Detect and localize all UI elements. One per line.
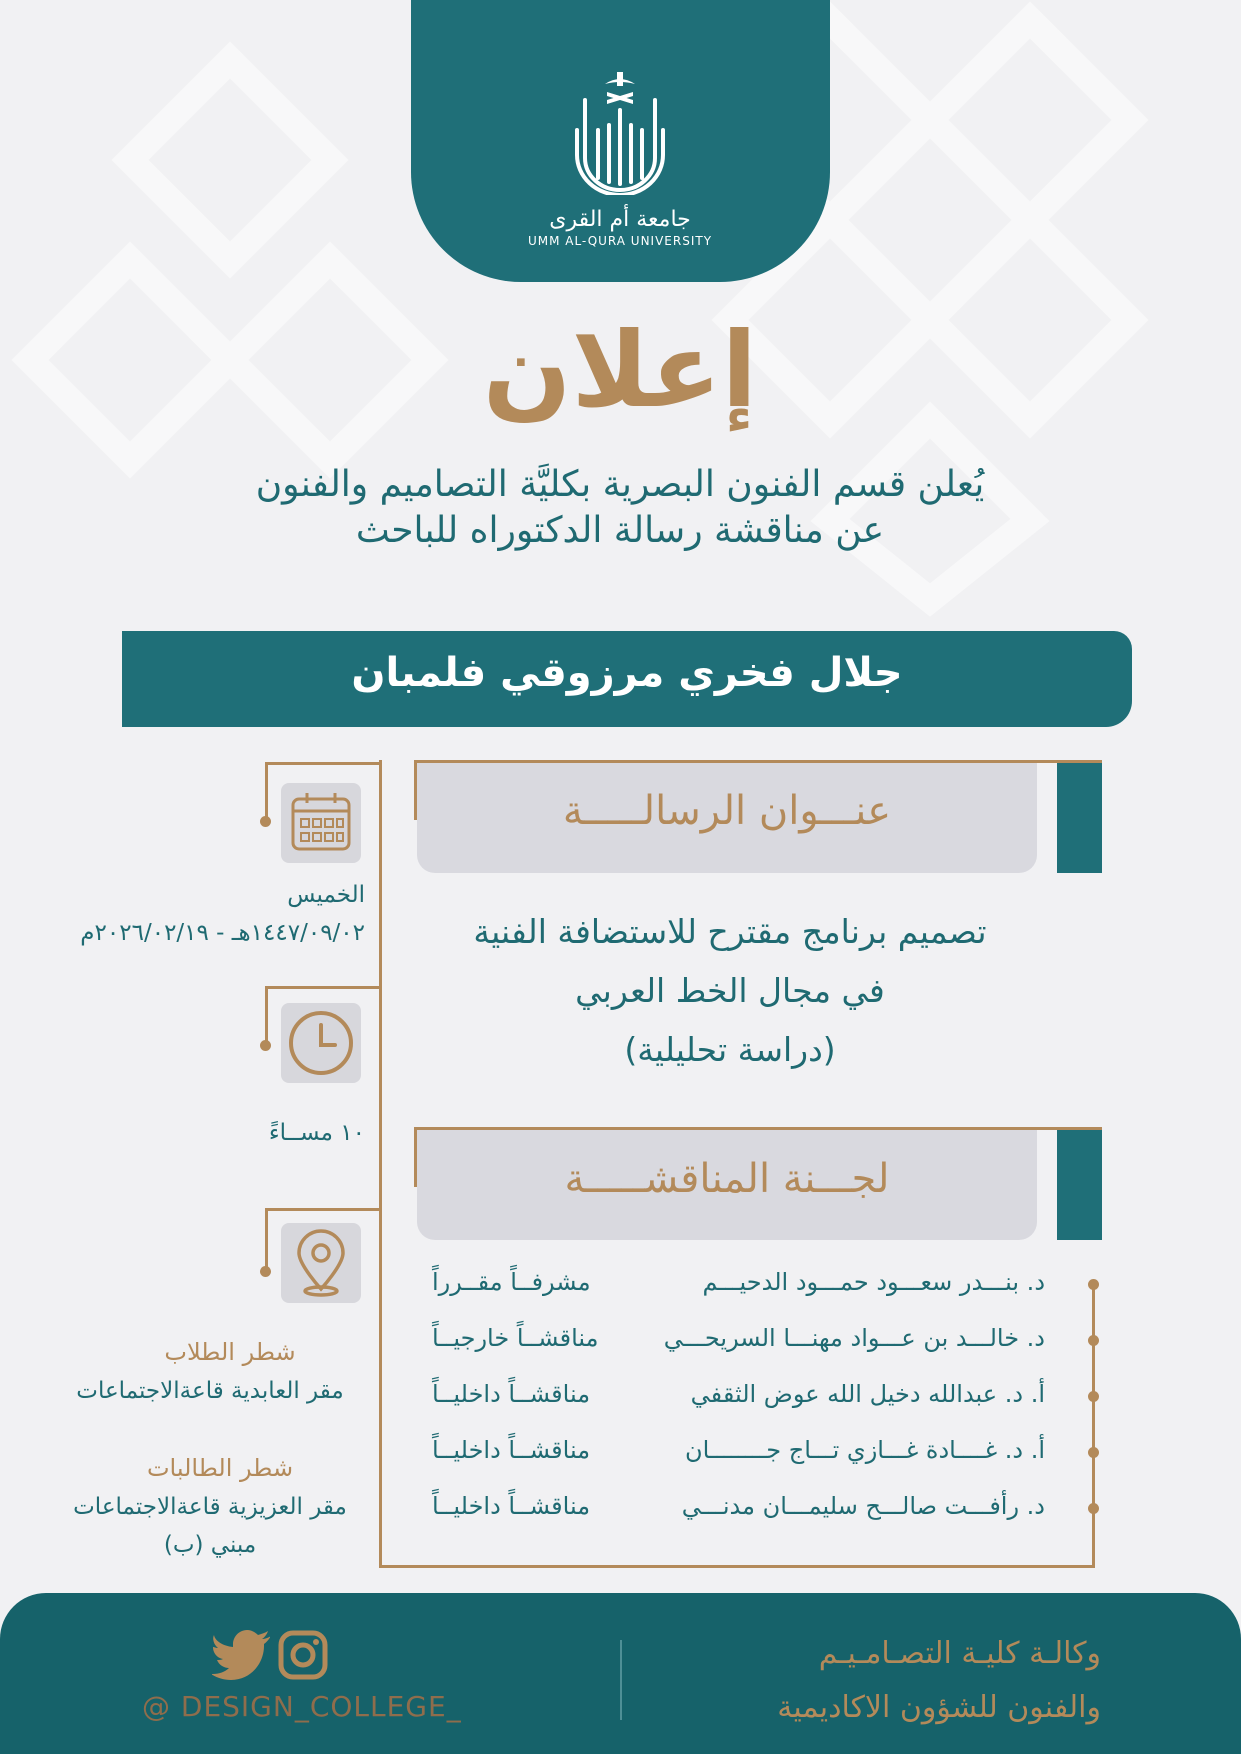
committee-member [390, 1436, 1090, 1476]
member-name: د. رأفـــت صالـــح سليمـــان مدنـــي [681, 1492, 1045, 1520]
location-icon-box [281, 1223, 361, 1303]
member-name: أ. د. عبدالله دخيل الله عوض الثقفي [690, 1380, 1045, 1408]
announcement-title: إعلان [482, 309, 758, 431]
clock-icon-box [281, 1003, 361, 1083]
committee-member [390, 1492, 1090, 1532]
female-campus-building: مبني (ب) [163, 1532, 257, 1558]
connector-line [265, 1208, 381, 1211]
committee-section-title: لجـــنة المناقشـــــة [564, 1156, 890, 1202]
footer-divider [620, 1640, 622, 1720]
connector-dot [260, 1040, 271, 1051]
thesis-title-line-2: في مجال الخط العربي [575, 971, 885, 1010]
member-name: أ. د. غــــادة غـــازي تـــاج جــــــــان [685, 1436, 1045, 1464]
committee-member [390, 1324, 1090, 1364]
connector-line [265, 1208, 268, 1268]
event-date: ١٤٤٧/٠٩/٠٢هـ - ٢٠٢٦/٠٢/١٩م [80, 920, 365, 946]
social-handle[interactable]: @ DESIGN_COLLEGE_ [142, 1690, 462, 1723]
thesis-title-line-1: تصميم برنامج مقترح للاستضافة الفنية [473, 912, 987, 951]
bullet-dot [1088, 1335, 1099, 1346]
connector-dot [260, 816, 271, 827]
university-name-en: UMM AL-QURA UNIVERSITY [527, 234, 713, 248]
member-role: مناقشــاً داخليــاً [432, 1380, 591, 1408]
male-campus-place: مقر العابدية قاعةالاجتماعات [76, 1378, 344, 1404]
bullet-dot [1088, 1279, 1099, 1290]
researcher-name: جلال فخري مرزوقي فلمبان [351, 650, 903, 696]
connector-line [265, 986, 381, 989]
connector-line [265, 762, 268, 822]
instagram-icon[interactable] [278, 1630, 328, 1680]
committee-member [390, 1268, 1090, 1308]
bullet-dot [1088, 1447, 1099, 1458]
calendar-icon-box [281, 783, 361, 863]
connector-dot [260, 1266, 271, 1277]
member-role: مناقشــاً داخليــاً [432, 1492, 591, 1520]
frame-left-line [379, 760, 382, 1568]
member-name: د. خالـــد بن عـــواد مهنـــا السريحـــي [663, 1324, 1045, 1352]
event-day: الخميس [287, 882, 365, 908]
connector-line [265, 986, 268, 1046]
female-campus-label: شطر الطالبات [146, 1454, 294, 1482]
member-role: مشرفــاً مقــرراً [432, 1268, 591, 1296]
location-pin-icon [281, 1223, 361, 1303]
thesis-section-title: عنـــوان الرسالـــــة [562, 788, 892, 834]
agency-line-2: والفنون للشؤون الاكاديمية [777, 1690, 1101, 1725]
member-name: د. بنـــدر سعـــود حمـــود الدحيـــم [702, 1268, 1045, 1296]
connector-line [265, 762, 381, 765]
university-name-ar: جامعة أم القرى [549, 207, 691, 232]
university-logo [565, 70, 675, 195]
intro-line-1: يُعلن قسم الفنون البصرية بكليَّة التصاميم والفنون [255, 464, 985, 505]
thesis-header-accent [1057, 763, 1102, 873]
committee-header-accent [1057, 1130, 1102, 1240]
bullet-dot [1088, 1503, 1099, 1514]
committee-bullet-line [1092, 1283, 1095, 1567]
member-role: مناقشــاً خارجيــاً [432, 1324, 599, 1352]
clock-icon [281, 1003, 361, 1083]
female-campus-place: مقر العزيزية قاعةالاجتماعات [73, 1494, 347, 1520]
frame-bottom-line [379, 1565, 1095, 1568]
agency-line-1: وكالـة كليـة التصـامـيـم [818, 1636, 1101, 1671]
event-time: ١٠ مســاءً [268, 1120, 365, 1146]
intro-line-2: عن مناقشة رسالة الدكتوراه للباحث [355, 510, 885, 551]
male-campus-label: شطر الطلاب [164, 1338, 296, 1366]
bullet-dot [1088, 1391, 1099, 1402]
committee-member [390, 1380, 1090, 1420]
member-role: مناقشــاً داخليــاً [432, 1436, 591, 1464]
calendar-icon [281, 783, 361, 863]
twitter-icon[interactable] [212, 1630, 270, 1680]
thesis-title-line-3: (دراسة تحليلية) [624, 1030, 836, 1069]
